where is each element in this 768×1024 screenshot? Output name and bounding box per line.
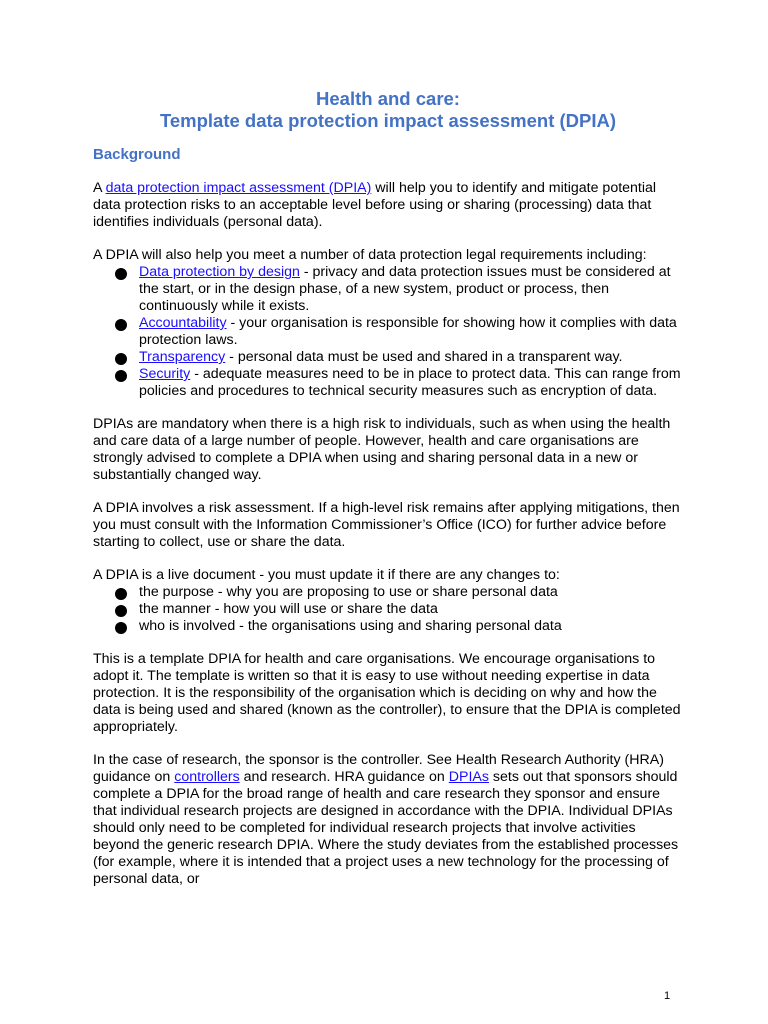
bullet-icon (115, 319, 127, 331)
intro-paragraph (93, 180, 683, 231)
research-paragraph (93, 752, 683, 888)
list-item-text: who is involved - the organisations using and sharing personal data (139, 618, 562, 634)
list-item (93, 349, 683, 366)
list-item (93, 366, 683, 400)
list-item (93, 601, 683, 618)
document-title (93, 88, 683, 132)
controllers-link[interactable]: controllers (174, 769, 240, 785)
data-protection-by-design-link[interactable]: Data protection by design (139, 264, 300, 280)
dpias-link[interactable]: DPIAs (448, 769, 489, 785)
intro-text-post: will help you to identify and mitigate potential data protection risks to an acceptable level before using or sharing (processing) data that identifies individuals (personal data). (93, 180, 657, 230)
list-item (93, 264, 683, 315)
list-item-text: - adequate measures need to be in place to protect data. This can range from policies and procedures to technical security measures such as encryption of data. (139, 366, 681, 399)
bullet-icon (115, 588, 127, 600)
list-item-text: the purpose - why you are proposing to use or share personal data (139, 584, 558, 600)
list-item (93, 584, 683, 601)
template-paragraph: This is a template DPIA for health and care organisations. We encourage organisations to adopt it. The template is written so that it is easy to use without needing expertise in data protection. It is the responsibility of the organisation which is deciding on why and how the data is being used and shared (known as the controller), to ensure that the DPIA is completed appropriately. (93, 651, 681, 735)
bullet-icon (115, 353, 127, 365)
transparency-link[interactable]: Transparency (139, 349, 226, 365)
live-document-paragraph: A DPIA is a live document - you must update it if there are any changes to: (93, 567, 560, 583)
bullet-icon (115, 370, 127, 382)
intro-text-pre: A (93, 180, 106, 196)
changes-list (93, 584, 683, 635)
security-link[interactable]: Security (139, 366, 191, 382)
requirements-intro: A DPIA will also help you meet a number of data protection legal requirements including: (93, 247, 647, 263)
research-text-a: In the case of research, the sponsor is the controller. See Health Research Authority (HRA) guidance on (93, 752, 664, 785)
title-line-2: Template data protection impact assessment (DPIA) (159, 110, 617, 131)
risk-assessment-paragraph: A DPIA involves a risk assessment. If a high-level risk remains after applying mitigations, then you must consult with the Information Commissioner’s Office (ICO) for further advice before starting to collect, use or share the data. (93, 500, 680, 550)
title-line-1: Health and care: (316, 88, 460, 109)
research-text-c: sets out that sponsors should complete a DPIA for the broad range of health and care research they sponsor and ensure that individual research projects are designed in accordance with the DPIA. Individual DPIAs should only need to be completed for individual research projects that involve activities beyond the generic research DPIA. Where the study deviates from the established processes (for example, where it is intended that a project uses a new technology for the processing of personal data, or (93, 769, 679, 887)
list-item (93, 618, 683, 635)
requirements-list (93, 264, 683, 400)
list-item-text: the manner - how you will use or share the data (139, 601, 438, 617)
bullet-icon (115, 605, 127, 617)
dpia-link[interactable]: data protection impact assessment (DPIA) (105, 180, 372, 196)
research-text-b: and research. HRA guidance on (239, 769, 449, 785)
document-body (93, 88, 683, 904)
list-item (93, 315, 683, 349)
bullet-icon (115, 622, 127, 634)
mandatory-paragraph: DPIAs are mandatory when there is a high risk to individuals, such as when using the health and care data of a large number of people. However, health and care organisations are strongly advised to complete a DPIA when using and sharing personal data in a new or substantially changed way. (93, 416, 671, 483)
list-item-text: - privacy and data protection issues must be considered at the start, or in the design phase, of a new system, product or process, then continuously while it exists. (139, 264, 671, 314)
background-heading: Background (93, 146, 181, 163)
page-number: 1 (664, 990, 671, 1002)
bullet-icon (115, 268, 127, 280)
list-item-text: - your organisation is responsible for showing how it complies with data protection laws. (139, 315, 677, 348)
accountability-link[interactable]: Accountability (139, 315, 227, 331)
list-item-text: - personal data must be used and shared in a transparent way. (225, 349, 623, 365)
